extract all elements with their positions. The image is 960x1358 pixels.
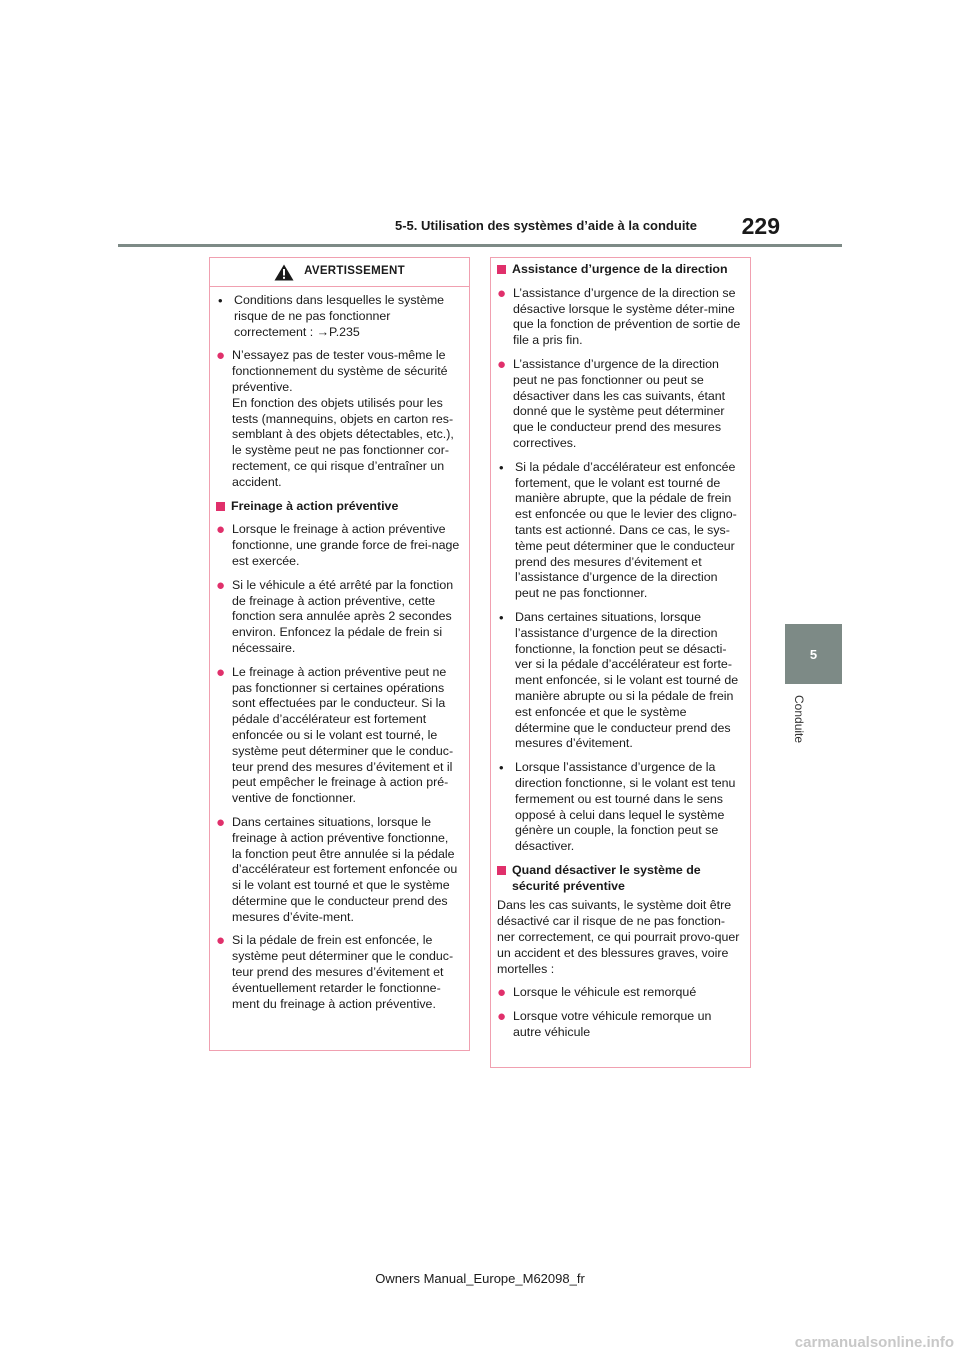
warning-items [216,348,461,1012]
square-marker-icon [497,265,506,274]
info-box [490,257,751,1068]
info-content [491,258,750,1047]
list-item [216,293,461,340]
chapter-number: 5 [809,646,818,662]
list-item [497,1009,742,1041]
header-rule [118,244,842,247]
circle-bullet-icon: ● [216,576,226,594]
list-item-text: Si la pédale de frein est enfoncée, le système peut déterminer que le conduc-teur prend des mesures d’évitement et éventuellement retarder le fonctionne-ment du freinage à action préventive. [232,933,454,1011]
list-item [497,357,742,452]
heading-text: Freinage à action préventive [231,498,399,513]
chapter-tab[interactable] [785,624,842,684]
circle-bullet-icon: ● [216,347,226,365]
circle-bullet-icon: ● [216,521,226,539]
warning-triangle-icon [274,264,294,281]
list-item-text: L’assistance d’urgence de la direction se désactive lorsque le système déter-mine que la fonction de prévention de sortie de file a pris fin. [513,285,741,348]
info-items [497,262,742,1041]
list-item-text: Lorsque le freinage à action préventive fonctionne, une grande force de frei-nage est exercée. [232,522,460,568]
section-heading [216,499,461,515]
circle-bullet-icon: ● [216,932,226,950]
paragraph: Dans les cas suivants, le système doit être désactivé car il risque de ne pas fonction-ner correctement, ce qui pourrait provo-quer un accident et des blessures graves, voire mortelles : [497,898,740,976]
list-item-text: Si le véhicule a été arrêté par la fonction de freinage à action préventive, cette fonction sera annulée après 2 secondes environ. Enfoncez la pédale de frein si nécessaire. [232,577,454,655]
bullet-icon: • [499,760,504,776]
list-item [216,578,461,657]
circle-bullet-icon: ● [216,663,226,681]
list-item-text: L’assistance d’urgence de la direction peut ne pas fonctionner ou peut se désactiver dans les cas suivants, étant donné que le système peut déterminer que le conducteur prend des mesures correctives. [513,356,726,450]
circle-bullet-icon: ● [497,284,507,302]
list-item [216,665,461,807]
bullet-icon: • [499,459,504,475]
list-item [216,522,461,569]
warning-content [210,287,469,1018]
warning-header [210,258,469,287]
list-item [216,348,461,490]
list-item [216,933,461,1012]
list-item [497,985,742,1001]
section-title: 5-5. Utilisation des systèmes d’aide à la conduite [395,218,697,233]
circle-bullet-icon: ● [497,984,507,1002]
square-marker-icon [216,502,225,511]
circle-bullet-icon: ● [216,813,226,831]
list-item [216,815,461,926]
bullet-icon: • [218,293,223,308]
list-item-text: N’essayez pas de tester vous-même le fonctionnement du système de sécurité préventive. En fonction des objets utilisés pour les tests (mannequins, objets en carton res-semblant à des objets détectables, etc.), le système peut ne pas fonctionner cor-rectement, ce qui risque d’entraîner un accident. [232,348,454,489]
bullet-icon: • [499,609,504,625]
section-heading [497,262,742,278]
heading-text: Quand désactiver le système de sécurité préventive [512,862,701,893]
footer-manual-id: Owners Manual_Europe_M62098_fr [375,1271,585,1286]
heading-text: Assistance d’urgence de la direction [512,262,728,276]
list-item-text: Si la pédale d’accélérateur est enfoncée fortement, que le volant est tourné de manière abrupte, que la pédale de frein est enfoncée ou que le levier des cligno-tants est actionné. Dans ce cas, le sys-tème peut déterminer que le conducteur prend des mesures d’évitement et l’assistance d’urgence de la direction peut ne pas fonctionner. [515,459,737,601]
list-item-text: Le freinage à action préventive peut ne pas fonctionner si certaines opérations sont effectuées par le conducteur. Si la pédale d’accélérateur est fortement enfoncée ou si le volant est tourné, le système peut déterminer que le conduc-teur prend des mesures d’évitement et il peut empêcher le freinage à action pré-ventive de fonctionner. [232,664,454,806]
warning-intro: Conditions dans lesquelles le système risque de ne pas fonctionner correctement : →P.235 [234,293,445,339]
list-item [497,610,742,752]
list-item-text: Lorsque le véhicule est remorqué [513,985,697,1000]
list-item-text: Lorsque votre véhicule remorque un autre véhicule [513,1009,712,1040]
section-heading [497,863,742,895]
square-marker-icon [497,866,506,875]
circle-bullet-icon: ● [497,355,507,373]
watermark: carmanualsonline.info [794,1334,954,1351]
list-item-text: Lorsque l’assistance d’urgence de la direction fonctionne, si le volant est tenu fermement ou est tourné dans le sens opposé à celui dans lequel le système génère un couple, la fonction peut se désactiver. [515,760,736,854]
list-item-text: Dans certaines situations, lorsque l’assistance d’urgence de la direction fonctionne, la fonction peut se désacti-ver si la pédale d’accélérateur est forte-ment enfoncée, si le volant est tourné de manière abrupte ou si la pédale de frein est enfoncée et que le système détermine que le conducteur prend des mesures d’évitement. [515,609,739,751]
list-item [497,460,742,602]
circle-bullet-icon: ● [497,1008,507,1026]
warning-title: AVERTISSEMENT [304,265,405,278]
warning-box [209,257,470,1051]
list-item [497,286,742,349]
list-item-text: Dans certaines situations, lorsque le freinage à action préventive fonctionne, la fonction peut être annulée si la pédale d’accélérateur est fortement enfoncée ou si le volant est tourné et que le système détermine que le conducteur prend des mesures d’évite-ment. [232,814,458,924]
list-item [497,760,742,855]
page-number: 229 [741,213,780,239]
chapter-label: Conduite [792,695,806,744]
